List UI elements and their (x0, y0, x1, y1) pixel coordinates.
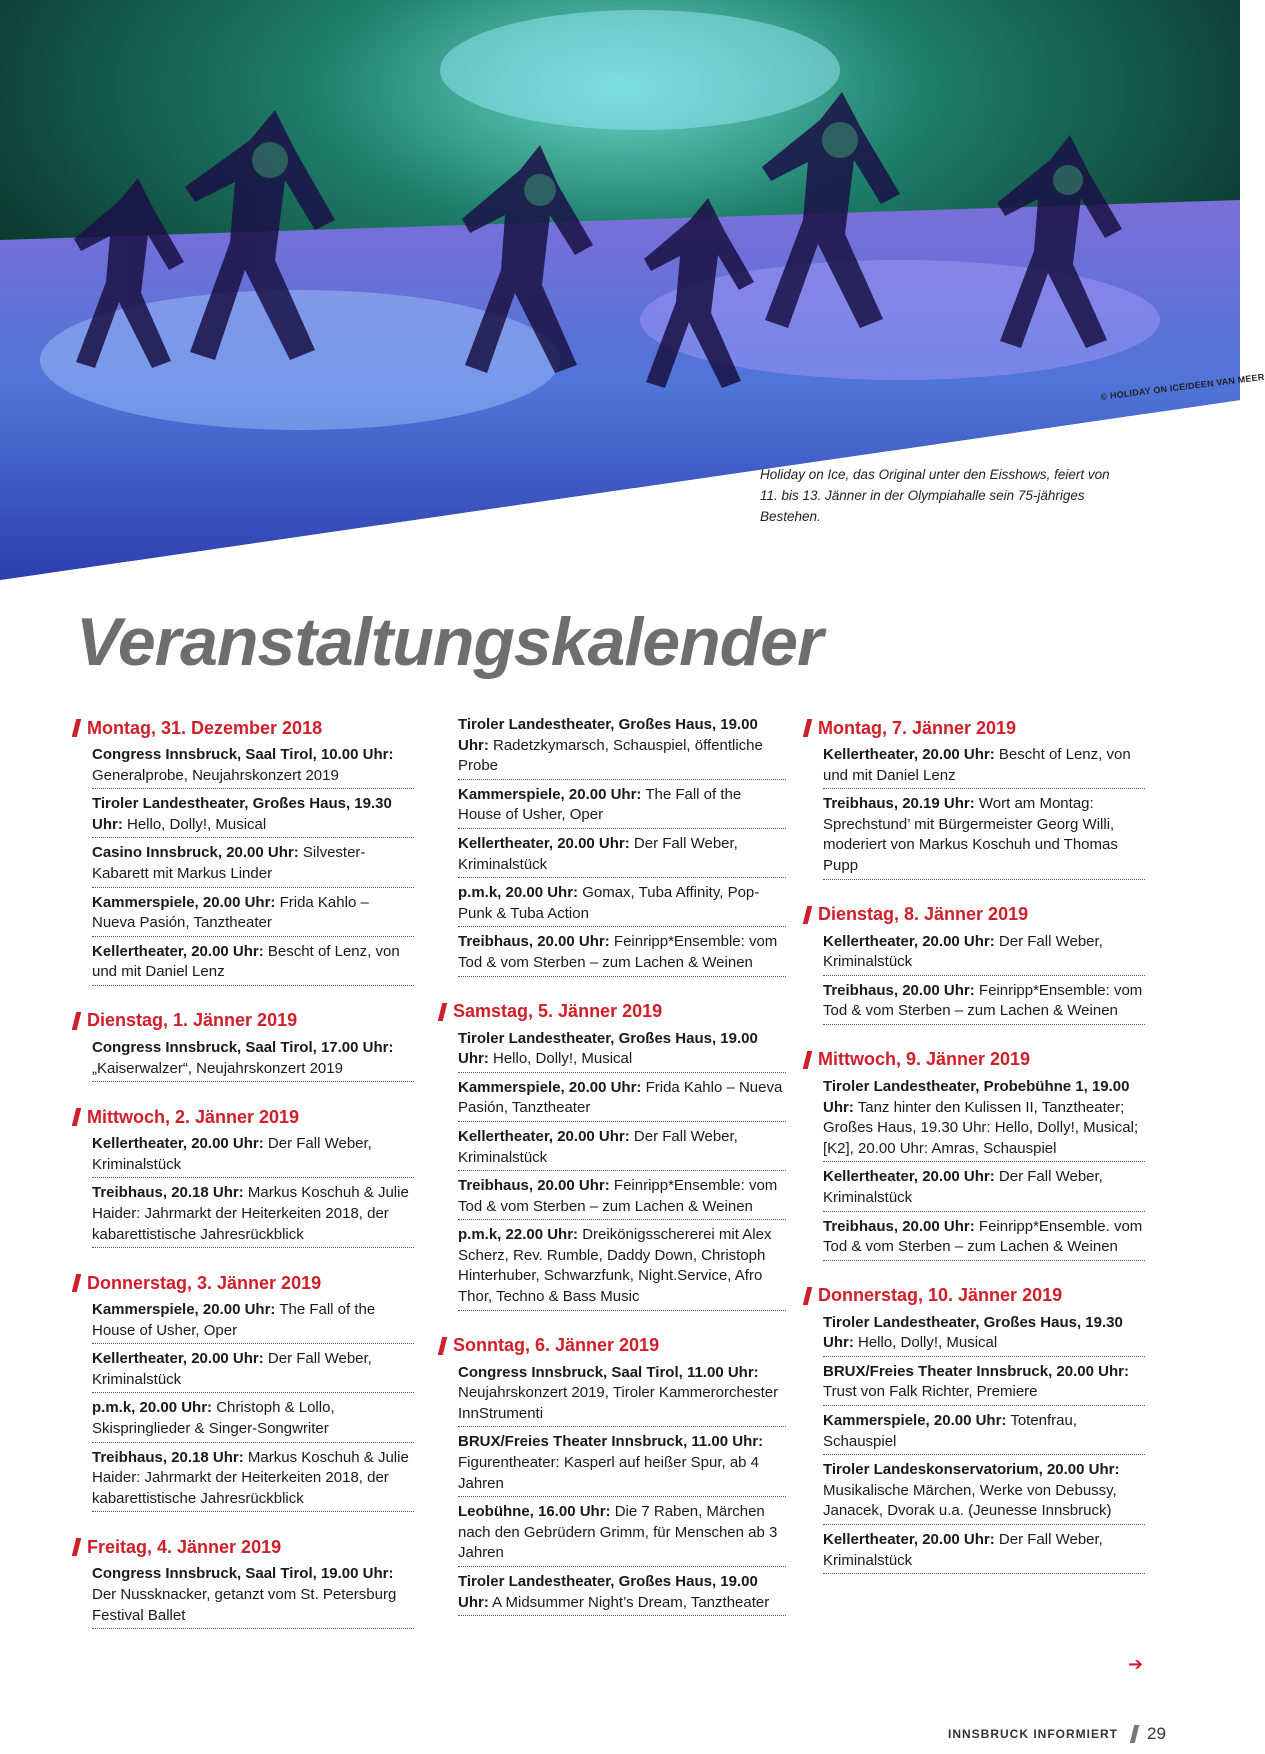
event-entry (92, 1183, 414, 1248)
event-description: Der Fall Weber, Kriminalstück (823, 932, 1103, 971)
event-description: Hello, Dolly!, Musical (853, 1334, 998, 1352)
event-description: Der Fall Weber, Kriminalstück (458, 1127, 738, 1166)
day-heading (805, 1283, 1145, 1309)
event-venue-time: Treibhaus, 20.18 Uhr: (92, 1184, 244, 1202)
continue-arrow-icon: ➔ (1128, 1654, 1144, 1674)
event-entry (823, 1313, 1145, 1357)
event-entry (458, 1363, 786, 1428)
heading-marker-icon (438, 1003, 447, 1021)
event-entry (92, 1038, 414, 1082)
event-venue-time: Kammerspiele, 20.00 Uhr: (823, 1412, 1007, 1430)
calendar-day (805, 715, 1145, 880)
event-description: Feinripp*Ensemble. vom Tod & vom Sterben – zum Lachen & Weinen (823, 1217, 1143, 1256)
calendar-day (805, 902, 1145, 1025)
event-venue-time: Kellertheater, 20.00 Uhr: (823, 1168, 995, 1186)
event-venue-time: Kellertheater, 20.00 Uhr: (92, 1135, 264, 1153)
event-description: Hello, Dolly!, Musical (122, 815, 267, 833)
event-entry (823, 1077, 1145, 1162)
event-entry (823, 932, 1145, 976)
event-description: Radetzkymarsch, Schauspiel, öffentliche Probe (458, 736, 763, 775)
day-date: Donnerstag, 3. Jänner 2019 (87, 1272, 322, 1293)
event-venue-time: Tiroler Landeskonservatorium, 20.00 Uhr: (823, 1461, 1120, 1479)
event-description: Trust von Falk Richter, Premiere (823, 1383, 1038, 1401)
heading-marker-icon (72, 1274, 81, 1292)
event-description: Figurentheater: Kasperl auf heißer Spur, ab 4 Jahren (458, 1454, 760, 1492)
day-date: Montag, 31. Dezember 2018 (87, 717, 323, 738)
event-entry (823, 1217, 1145, 1261)
calendar-day (440, 999, 786, 1311)
event-venue-time: Tiroler Landestheater, Großes Haus, 19.00 Uhr: (458, 1573, 758, 1611)
event-description: Markus Koschuh & Julie Haider: Jahrmarkt der Heiterkeiten 2018, der kabarettistische Jahresrückblick (92, 1184, 409, 1243)
event-venue-time: Kammerspiele, 20.00 Uhr: (458, 785, 642, 803)
event-venue-time: BRUX/Freies Theater Innsbruck, 20.00 Uhr: (823, 1362, 1129, 1380)
event-venue-time: Congress Innsbruck, Saal Tirol, 11.00 Uhr: (458, 1363, 759, 1381)
event-venue-time: Tiroler Landestheater, Probebühne 1, 19.00 Uhr: (823, 1077, 1130, 1116)
day-heading (440, 1333, 786, 1359)
event-entry (458, 1078, 786, 1122)
event-venue-time: p.m.k, 20.00 Uhr: (92, 1399, 213, 1417)
event-entry (92, 794, 414, 838)
event-venue-time: Treibhaus, 20.18 Uhr: (92, 1448, 244, 1466)
day-heading (805, 1047, 1145, 1073)
day-heading (805, 902, 1145, 928)
event-venue-time: Kellertheater, 20.00 Uhr: (458, 1127, 630, 1145)
event-description: Tanz hinter den Kulissen II, Tanztheater; Großes Haus, 19.30 Uhr: Hello, Dolly!, Musical; [K2], 20.00 Uhr: Amras, Schauspiel (823, 1098, 1139, 1157)
calendar-day (74, 715, 414, 986)
calendar-column-1 (74, 715, 414, 1651)
heading-marker-icon (72, 1108, 81, 1126)
event-entry (823, 1167, 1145, 1211)
event-venue-time: Kellertheater, 20.00 Uhr: (92, 942, 264, 960)
event-venue-time: Kellertheater, 20.00 Uhr: (823, 932, 995, 950)
event-description: Feinripp*Ensemble: vom Tod & vom Sterben – zum Lachen & Weinen (458, 933, 778, 971)
day-heading (805, 715, 1145, 741)
event-venue-time: Kellertheater, 20.00 Uhr: (823, 1531, 995, 1549)
event-description: Der Nussknacker, getanzt vom St. Petersburg Festival Ballet (92, 1586, 397, 1624)
event-venue-time: Leobühne, 16.00 Uhr: (458, 1503, 611, 1521)
calendar-day (805, 1283, 1145, 1575)
calendar-day (440, 715, 786, 977)
event-entry (823, 1530, 1145, 1574)
event-entry (458, 785, 786, 829)
event-entry (823, 981, 1145, 1025)
hero-photo (0, 0, 1265, 580)
day-heading (74, 715, 414, 741)
event-entry (823, 1411, 1145, 1455)
day-heading (74, 1008, 414, 1034)
event-entry (92, 1134, 414, 1178)
event-entry (92, 745, 414, 789)
event-description: Der Fall Weber, Kriminalstück (823, 1531, 1103, 1569)
event-description: Der Fall Weber, Kriminalstück (92, 1350, 372, 1388)
footer-brand: INNSBRUCK INFORMIERT (948, 1727, 1118, 1741)
event-venue-time: Congress Innsbruck, Saal Tirol, 17.00 Uhr: (92, 1038, 394, 1056)
event-description: Silvester-Kabarett mit Markus Linder (92, 844, 366, 882)
photo-caption: Holiday on Ice, das Original unter den Eisshows, feiert von 11. bis 13. Jänner in der Olympiahalle sein 75-jähriges Bestehen. (760, 467, 1110, 524)
event-entry (92, 1300, 414, 1344)
event-entry (458, 715, 786, 780)
event-venue-time: p.m.k, 22.00 Uhr: (458, 1226, 579, 1244)
page-footer (948, 1724, 1166, 1744)
heading-marker-icon (72, 1538, 81, 1556)
event-entry (92, 1349, 414, 1393)
event-entry (458, 1432, 786, 1497)
event-venue-time: Kammerspiele, 20.00 Uhr: (92, 893, 276, 911)
day-date: Mittwoch, 2. Jänner 2019 (87, 1106, 300, 1127)
event-description: Feinripp*Ensemble: vom Tod & vom Sterben – zum Lachen & Weinen (823, 981, 1143, 1020)
event-venue-time: Treibhaus, 20.00 Uhr: (458, 1177, 610, 1195)
calendar-day (74, 1270, 414, 1512)
event-entry (458, 1127, 786, 1171)
event-entry (458, 834, 786, 878)
event-entry (458, 883, 786, 927)
event-entry (458, 1176, 786, 1220)
heading-marker-icon (803, 1051, 812, 1069)
event-venue-time: Tiroler Landestheater, Großes Haus, 19.30 Uhr: (92, 795, 392, 833)
day-date: Samstag, 5. Jänner 2019 (453, 1001, 663, 1022)
event-entry (92, 1448, 414, 1513)
day-date: Donnerstag, 10. Jänner 2019 (818, 1285, 1063, 1306)
calendar-column-2 (440, 715, 786, 1638)
heading-marker-icon (438, 1337, 447, 1355)
event-description: Bescht of Lenz, von und mit Daniel Lenz (823, 746, 1131, 784)
day-date: Montag, 7. Jänner 2019 (818, 717, 1017, 738)
event-entry (823, 1362, 1145, 1406)
event-venue-time: Congress Innsbruck, Saal Tirol, 10.00 Uhr: (92, 746, 394, 763)
event-entry (92, 1564, 414, 1629)
event-description: Musikalische Märchen, Werke von Debussy, Janacek, Dvorak u.a. (Jeunesse Innsbruck) (823, 1481, 1117, 1520)
event-entry (92, 942, 414, 986)
event-description: Feinripp*Ensemble: vom Tod & vom Sterben – zum Lachen & Weinen (458, 1177, 778, 1215)
event-description: The Fall of the House of Usher, Oper (92, 1301, 376, 1339)
event-venue-time: Tiroler Landestheater, Großes Haus, 19.30 Uhr: (823, 1313, 1123, 1352)
event-venue-time: Casino Innsbruck, 20.00 Uhr: (92, 844, 299, 862)
day-heading (440, 999, 786, 1025)
event-description: Markus Koschuh & Julie Haider: Jahrmarkt der Heiterkeiten 2018, der kabarettistische Jahresrückblick (92, 1448, 409, 1507)
event-entry (823, 745, 1145, 789)
event-description: Christoph & Lollo, Skispringlieder & Singer-Songwriter (92, 1399, 335, 1438)
event-entry (92, 893, 414, 937)
event-entry (823, 1460, 1145, 1525)
event-venue-time: Treibhaus, 20.00 Uhr: (458, 933, 610, 951)
event-description: Dreikönigsschererei mit Alex Scherz, Rev. Rumble, Daddy Down, Christoph Hinterhuber, Schwarzfunk, Night.Service, Afro Thor, Techno & Bass Music (458, 1226, 772, 1306)
event-venue-time: Kellertheater, 20.00 Uhr: (823, 746, 995, 763)
event-description: Neujahrskonzert 2019, Tiroler Kammerorchester InnStrumenti (458, 1384, 779, 1422)
event-venue-time: Treibhaus, 20.00 Uhr: (823, 1217, 975, 1235)
heading-marker-icon (803, 719, 812, 737)
event-entry (92, 1398, 414, 1442)
event-entry (458, 1502, 786, 1567)
event-description: Bescht of Lenz, von und mit Daniel Lenz (92, 942, 400, 981)
calendar-day (74, 1534, 414, 1629)
event-description: „Kaiserwalzer“, Neujahrskonzert 2019 (92, 1059, 343, 1077)
calendar-column-3 (805, 715, 1145, 1596)
event-description: Der Fall Weber, Kriminalstück (92, 1135, 372, 1173)
calendar-day (74, 1008, 414, 1082)
photo-credit: © HOLIDAY ON ICE/DEEN VAN MEER (1100, 371, 1265, 402)
day-date: Dienstag, 1. Jänner 2019 (87, 1010, 298, 1031)
event-description: The Fall of the House of Usher, Oper (458, 785, 742, 824)
heading-marker-icon (803, 1287, 812, 1305)
day-heading (74, 1270, 414, 1296)
day-date: Mittwoch, 9. Jänner 2019 (818, 1049, 1031, 1070)
heading-marker-icon (72, 1012, 81, 1030)
event-venue-time: BRUX/Freies Theater Innsbruck, 11.00 Uhr: (458, 1433, 764, 1451)
event-venue-time: p.m.k, 20.00 Uhr: (458, 884, 579, 902)
event-venue-time: Treibhaus, 20.19 Uhr: (823, 795, 975, 813)
event-description: Wort am Montag: Sprechstund’ mit Bürgermeister Georg Willi, moderiert von Markus Koschuh und Thomas Pupp (823, 795, 1118, 874)
event-description: A Midsummer Night’s Dream, Tanztheater (488, 1593, 770, 1611)
page-number: 29 (1147, 1724, 1166, 1743)
event-description: Die 7 Raben, Märchen nach den Gebrüdern Grimm, für Menschen ab 3 Jahren (458, 1503, 778, 1562)
event-entry (92, 843, 414, 887)
event-entry (458, 1029, 786, 1073)
day-date: Dienstag, 8. Jänner 2019 (818, 904, 1029, 925)
event-entry (458, 1572, 786, 1616)
event-venue-time: Treibhaus, 20.00 Uhr: (823, 981, 975, 999)
event-description: Der Fall Weber, Kriminalstück (458, 834, 738, 873)
event-entry (458, 932, 786, 976)
event-description: Gomax, Tuba Affinity, Pop-Punk & Tuba Action (458, 884, 760, 922)
footer-separator (1130, 1725, 1139, 1743)
event-venue-time: Kammerspiele, 20.00 Uhr: (458, 1078, 642, 1096)
event-venue-time: Kellertheater, 20.00 Uhr: (92, 1350, 264, 1368)
event-entry (823, 794, 1145, 879)
event-venue-time: Tiroler Landestheater, Großes Haus, 19.00 Uhr: (458, 716, 758, 754)
event-description: Frida Kahlo – Nueva Pasión, Tanztheater (92, 893, 369, 932)
day-heading (74, 1104, 414, 1130)
event-entry (458, 1225, 786, 1310)
page-title: Veranstaltungskalender (76, 604, 823, 680)
event-venue-time: Kellertheater, 20.00 Uhr: (458, 834, 630, 852)
calendar-day (805, 1047, 1145, 1261)
event-venue-time: Congress Innsbruck, Saal Tirol, 19.00 Uhr: (92, 1565, 394, 1583)
event-venue-time: Tiroler Landestheater, Großes Haus, 19.00 Uhr: (458, 1029, 758, 1068)
day-heading (74, 1534, 414, 1560)
day-date: Sonntag, 6. Jänner 2019 (453, 1335, 660, 1356)
event-description: Frida Kahlo – Nueva Pasión, Tanztheater (458, 1078, 783, 1117)
calendar-day (74, 1104, 414, 1248)
day-date: Freitag, 4. Jänner 2019 (87, 1536, 282, 1557)
event-venue-time: Kammerspiele, 20.00 Uhr: (92, 1301, 276, 1319)
event-description: Der Fall Weber, Kriminalstück (823, 1168, 1103, 1206)
event-description: Totenfrau, Schauspiel (823, 1412, 1078, 1450)
heading-marker-icon (72, 719, 81, 737)
calendar-day (440, 1333, 786, 1617)
event-description: Generalprobe, Neujahrskonzert 2019 (92, 766, 339, 784)
event-description: Hello, Dolly!, Musical (488, 1050, 633, 1068)
heading-marker-icon (803, 906, 812, 924)
